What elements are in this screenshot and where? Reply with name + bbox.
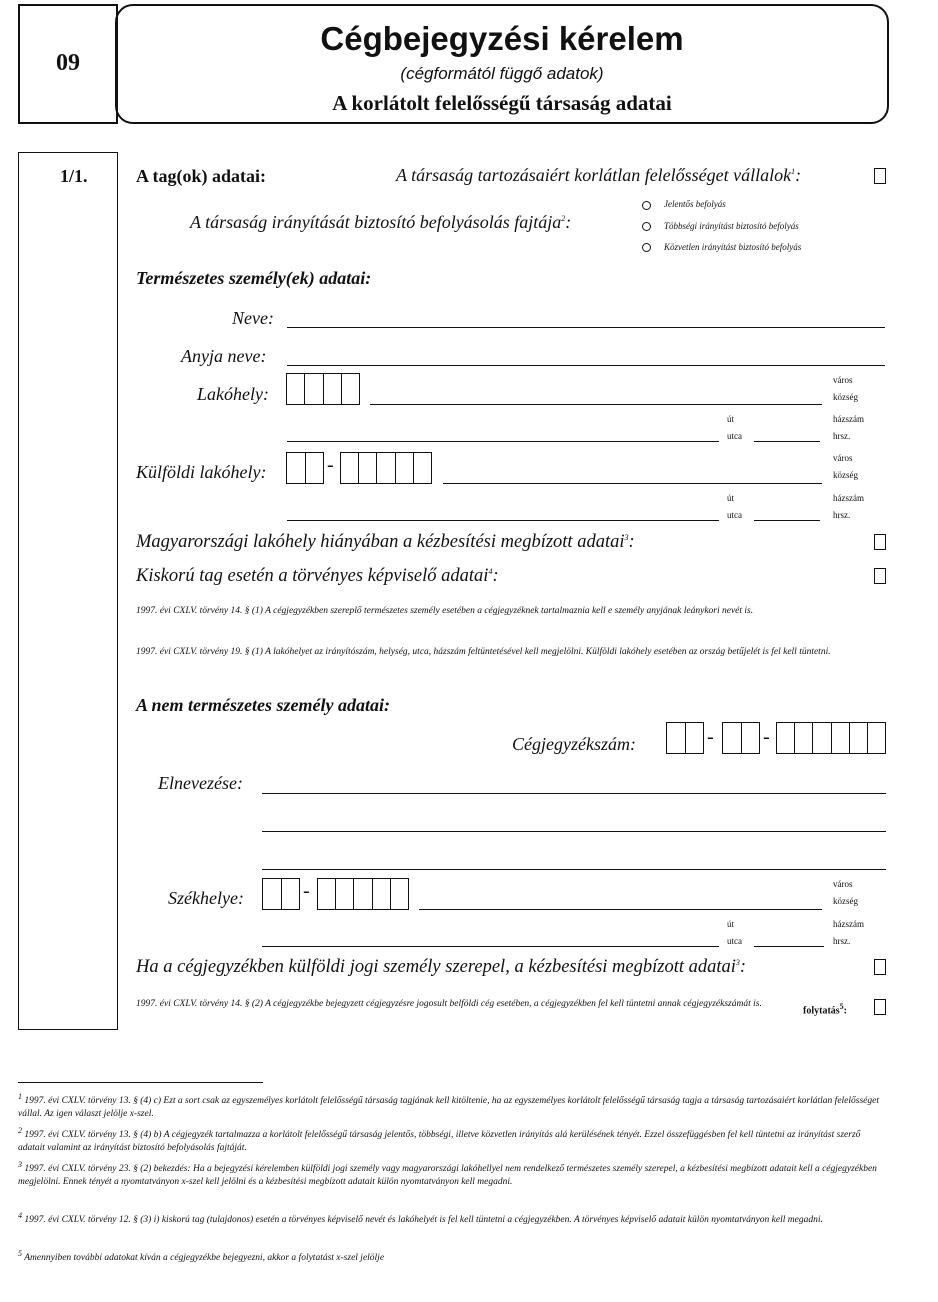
seat-street-label: utca: [727, 936, 742, 946]
foreign-house-label: házszám: [833, 493, 864, 503]
note-mother-name: 1997. évi CXLV. törvény 14. § (1) A cégjegyzékben szereplő természetes személy esetében a cégjegyzéknek tartalmaznia kell e személy anyjának leánykori nevét is.: [136, 606, 754, 616]
entity-name-label: Elnevezése:: [158, 773, 243, 793]
residence-house-label: házszám: [833, 414, 864, 424]
seat-postcode-cells[interactable]: [317, 878, 409, 910]
seat-village-label: község: [833, 896, 858, 906]
residence-city-field[interactable]: [370, 404, 822, 405]
unlimited-liability-checkbox[interactable]: [874, 168, 886, 184]
name-label: Neve:: [232, 308, 274, 328]
number-column: [18, 152, 118, 1030]
footnote-5: $^5$ Amennyiben további adatokat kíván a cégjegyzékbe bejegyezni, akkor a folytatást x-szel jelölje: [18, 1249, 385, 1264]
foreign-country-cells[interactable]: [286, 452, 324, 484]
foreign-legal-checkbox[interactable]: [874, 959, 886, 975]
company-reg-serial-cells[interactable]: [776, 722, 886, 754]
continuation-label: folytatás$^5$:: [803, 1002, 848, 1017]
minor-rep-checkbox[interactable]: [874, 568, 886, 584]
foreign-road-label: út: [727, 493, 735, 503]
foreign-postcode-cells[interactable]: [340, 452, 432, 484]
seat-label: Székhelye:: [168, 888, 244, 908]
residence-street-label: utca: [727, 431, 742, 441]
continuation-checkbox[interactable]: [874, 999, 886, 1015]
footnote-4: $^4$ 1997. évi CXLV. törvény 12. § (3) i) kiskorú tag (tulajdonos) esetén a törvényes képviselő nevét és lakóhelyét is fel kell tüntetni a cégjegyzékben. A törvényes képviselő adatait külön nyomtatványon kell megadni.: [18, 1211, 823, 1226]
residence-lot-label: hrsz.: [833, 431, 851, 441]
influence-label: A társaság irányítását biztosító befolyásolás fajtája$^2$:: [190, 212, 572, 232]
influence-option-significant: Jelentős befolyás: [664, 199, 726, 209]
minor-rep-label: Kiskorú tag esetén a törvényes képviselő adatai$^4$:: [136, 566, 499, 586]
footnote-2: $^2$ 1997. évi CXLV. törvény 13. § (4) b) A cégjegyzék tartalmazza a korlátolt felelősségű társaság jelentős, többségi, illetve közvetlen irányítás alá kerülésének tényét. Ezzel összefüggésben fel kell tüntetni az irányítást szerző adatait valamint az irányítást biztosító befolyásolás fajtáját.: [18, 1126, 861, 1154]
foreign-dash: -: [327, 454, 334, 476]
name-field[interactable]: [287, 327, 885, 328]
foreign-lot-label: hrsz.: [833, 510, 851, 520]
seat-city-field[interactable]: [419, 909, 822, 910]
influence-radio-majority[interactable]: [642, 222, 651, 231]
note-company-reg: 1997. évi CXLV. törvény 14. § (2) A cégjegyzékbe bejegyzett cégjegyzésre jogosult belföldi cég esetében, a cégjegyzékben fel kell tüntetni annak cégjegyzékszámát is.: [136, 999, 762, 1009]
mother-name-label: Anyja neve:: [181, 346, 267, 366]
section-number: 1/1.: [60, 166, 88, 186]
seat-house-label: házszám: [833, 919, 864, 929]
delivery-agent-label: Magyarországi lakóhely hiányában a kézbesítési megbízott adatai$^3$:: [136, 532, 635, 552]
footnote-3: $^3$ 1997. évi CXLV. törvény 23. § (2) bekezdés: Ha a bejegyzési kérelemben külföldi jogi személy vagy magyarországi lakóhellyel nem rendelkező természetes személy szerepel, a kézbesítési megbízott adatait kell a cégjegyzékben megjelölni. Ennek tényét a nyomtatványon x-szel kell jelölni és a kézbesítési megbízott adatait külön nyomtatványon kell megadni.: [18, 1160, 877, 1188]
residence-city-label: város: [833, 375, 853, 385]
members-label: A tag(ok) adatai:: [136, 166, 266, 186]
seat-road-label: út: [727, 919, 735, 929]
entity-name-field-2[interactable]: [262, 831, 886, 832]
influence-option-direct: Közvetlen irányítást biztosító befolyás: [664, 242, 802, 252]
mother-name-field[interactable]: [287, 365, 885, 366]
foreign-house-field[interactable]: [754, 520, 820, 521]
seat-dash: -: [303, 880, 310, 902]
delivery-agent-checkbox[interactable]: [874, 534, 886, 550]
company-reg-label: Cégjegyzékszám:: [512, 734, 636, 754]
seat-country-cells[interactable]: [262, 878, 300, 910]
residence-street-field[interactable]: [287, 441, 719, 442]
influence-radio-direct[interactable]: [642, 243, 651, 252]
foreign-legal-label: Ha a cégjegyzékben külföldi jogi személy szerepel, a kézbesítési megbízott adatai$^3$:: [136, 957, 747, 977]
seat-street-field[interactable]: [262, 946, 719, 947]
company-reg-dash-1: -: [707, 726, 714, 748]
residence-label: Lakóhely:: [197, 384, 269, 404]
foreign-street-label: utca: [727, 510, 742, 520]
residence-road-label: út: [727, 414, 735, 424]
entity-name-field-3[interactable]: [262, 869, 886, 870]
residence-house-field[interactable]: [754, 441, 820, 442]
seat-city-label: város: [833, 879, 853, 889]
section-title: A korlátolt felelősségű társaság adatai: [332, 91, 672, 115]
influence-radio-significant[interactable]: [642, 201, 651, 210]
foreign-city-label: város: [833, 453, 853, 463]
company-reg-court-cells[interactable]: [666, 722, 704, 754]
foreign-city-field[interactable]: [443, 483, 822, 484]
entity-name-field-1[interactable]: [262, 793, 886, 794]
foreign-residence-label: Külföldi lakóhely:: [136, 462, 267, 482]
residence-postcode-cells[interactable]: [286, 373, 360, 405]
form-code: 09: [56, 50, 80, 76]
legal-person-heading: A nem természetes személy adatai:: [136, 695, 390, 715]
note-residence: 1997. évi CXLV. törvény 19. § (1) A lakóhelyet az irányítószám, helység, utca, házszám feltüntetésével kell megjelölni. Külföldi lakóhely esetében az ország betűjelét is fel kell tüntetni.: [136, 647, 831, 657]
seat-house-field[interactable]: [754, 946, 824, 947]
page-title: Cégbejegyzési kérelem: [320, 20, 684, 57]
unlimited-liability-label: A társaság tartozásaiért korlátlan felelősséget vállalok$^1$:: [396, 165, 802, 185]
natural-person-heading: Természetes személy(ek) adatai:: [136, 268, 372, 288]
foreign-village-label: község: [833, 470, 858, 480]
residence-village-label: község: [833, 392, 858, 402]
foreign-street-field[interactable]: [287, 520, 719, 521]
company-reg-dash-2: -: [763, 726, 770, 748]
page-subtitle: (cégformától függő adatok): [400, 64, 604, 83]
footnote-separator: [18, 1082, 263, 1083]
seat-lot-label: hrsz.: [833, 936, 851, 946]
influence-option-majority: Többségi irányítást biztosító befolyás: [664, 221, 799, 231]
company-reg-form-cells[interactable]: [722, 722, 760, 754]
footnote-1: $^1$ 1997. évi CXLV. törvény 13. § (4) c) Ezt a sort csak az egyszemélyes korlátolt felelősségű társaság tagjának kell kitöltenie, ha az egyszemélyes korlátolt felelősségű társaság tagja a társaság tartozásaiért korlátlan felelősséget vállal. Az igen választ jelölje x-szel.: [18, 1092, 879, 1120]
